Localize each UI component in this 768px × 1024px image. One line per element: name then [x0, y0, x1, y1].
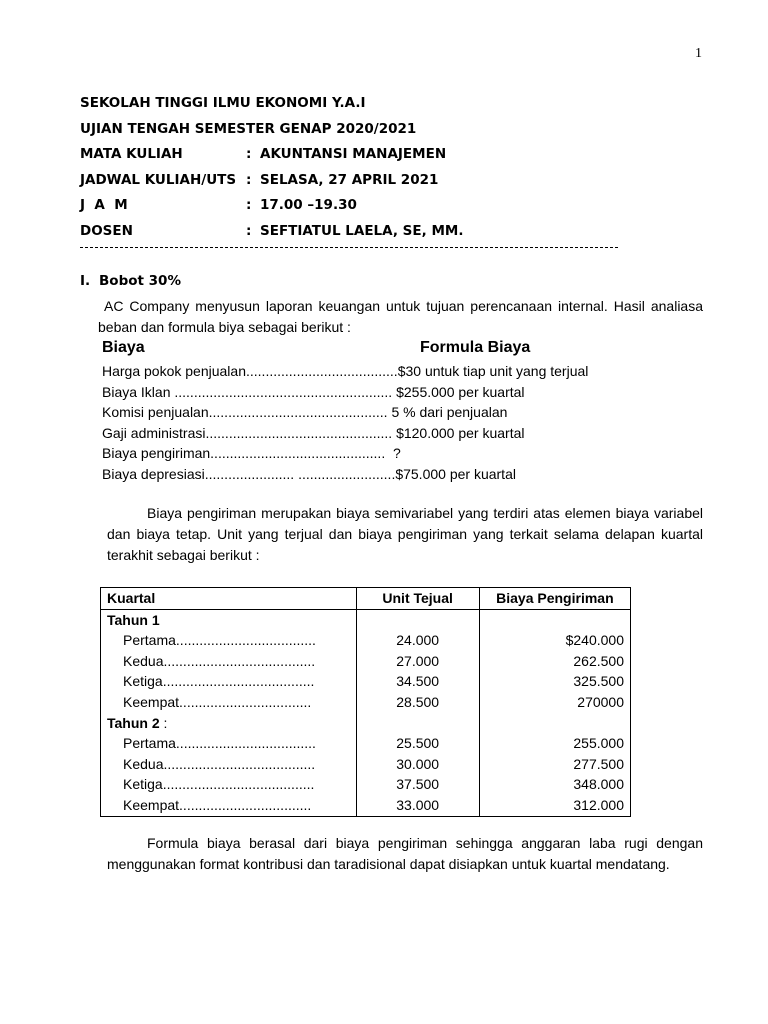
- leader-dots: .......................................: [162, 673, 315, 690]
- section-title: [80, 273, 181, 289]
- units-sold: 37.500: [356, 774, 479, 795]
- leader-dots: ..................................: [179, 693, 312, 710]
- units-sold: 30.000: [356, 754, 479, 775]
- shipping-cost: 348.000: [479, 774, 630, 795]
- closing-text: Formula biaya berasal dari biaya pengiriman sehingga anggaran laba rugi dengan menggunakan format kontribusi dan taradisional dapat disiapkan untuk kuartal mendatang.: [107, 835, 703, 872]
- cost-formula: ?: [393, 445, 401, 462]
- page-number: 1: [695, 46, 702, 61]
- table-row: [101, 692, 631, 713]
- cost-column-header: Biaya: [102, 339, 145, 356]
- header-field-lecturer: [80, 219, 463, 245]
- formula-column-header: Formula Biaya: [420, 339, 531, 356]
- cost-name: Biaya Iklan: [102, 383, 175, 400]
- field-label: JADWAL KULIAH/UTS: [80, 171, 237, 188]
- cost-row: [102, 361, 702, 382]
- year-label: [101, 713, 357, 734]
- header-field-time: [80, 193, 463, 219]
- leader-dots: ....................................: [175, 632, 316, 649]
- quarter-name: Kedua: [123, 652, 164, 669]
- year-row: [101, 713, 631, 734]
- cost-formula: $30 untuk tiap unit yang terjual: [397, 363, 589, 379]
- shipping-cost: 325.500: [479, 671, 630, 692]
- shipping-cost: 312.000: [479, 795, 630, 816]
- header-field-schedule: [80, 168, 463, 194]
- units-sold: 27.000: [356, 651, 479, 672]
- exam-header: [80, 91, 463, 244]
- quarter-name: Keempat: [123, 693, 180, 710]
- table-row: [101, 774, 631, 795]
- field-label: J A M: [80, 197, 128, 213]
- leader-dots: .......................................: [246, 363, 398, 379]
- leader-dots: ..................................: [179, 796, 312, 813]
- shipping-cost: 262.500: [479, 651, 630, 672]
- quarter-name: Keempat: [123, 796, 180, 813]
- quarter-name: Pertama: [123, 735, 176, 752]
- year-label-text: Tahun 2: [107, 714, 160, 731]
- cost-formula-header: [102, 337, 702, 361]
- section-weight: Bobot 30%: [99, 273, 181, 289]
- cost-formula: 5 % dari penjualan: [391, 404, 508, 421]
- leader-dots: ....................................: [175, 735, 316, 752]
- header-divider: [80, 247, 618, 248]
- shipping-cost: 277.500: [479, 754, 630, 775]
- field-colon: :: [246, 146, 252, 162]
- cost-name: Gaji administrasi: [102, 424, 206, 441]
- section-number: I.: [80, 273, 91, 289]
- leader-dots: .......................................: [163, 652, 316, 669]
- units-sold: 28.500: [356, 692, 479, 713]
- field-colon: :: [246, 197, 252, 213]
- header-field-course: [80, 142, 463, 168]
- table-row: [101, 630, 631, 651]
- quarter-name: Pertama: [123, 632, 176, 649]
- field-label: DOSEN: [80, 222, 133, 239]
- year-label-text: Tahun 1: [107, 611, 160, 628]
- field-label: MATA KULIAH: [80, 146, 183, 162]
- leader-dots: .......................................: [163, 755, 316, 772]
- shipping-paragraph: [107, 503, 703, 566]
- cost-formula: $75.000 per kuartal: [395, 465, 516, 482]
- cost-formula: $120.000 per kuartal: [396, 424, 525, 441]
- year-label-suffix: :: [159, 714, 168, 731]
- closing-paragraph: [107, 833, 703, 875]
- cost-row: [102, 443, 702, 464]
- field-colon: :: [246, 222, 252, 239]
- quarter-name: Ketiga: [123, 673, 163, 690]
- exam-title: UJIAN TENGAH SEMESTER GENAP 2020/2021: [80, 120, 417, 137]
- institution-name: SEKOLAH TINGGI ILMU EKONOMI Y.A.I: [80, 95, 366, 111]
- shipping-cost-table: [100, 587, 631, 817]
- cost-name: Biaya depresiasi: [102, 465, 205, 482]
- leader-dots: ....................... .........................: [204, 465, 396, 482]
- table-row: [101, 795, 631, 816]
- leader-dots: .............................................: [210, 445, 393, 462]
- table-row: [101, 671, 631, 692]
- table-header-row: [101, 588, 631, 610]
- field-value: 17.00 –19.30: [260, 197, 357, 213]
- leader-dots: .......................................: [162, 776, 315, 793]
- cost-name: Harga pokok penjualan: [102, 363, 246, 379]
- intro-text: AC Company menyusun laporan keuangan untuk tujuan perencanaan internal. Hasil analiasa beban dan formula biya sebagai berikut :: [98, 298, 703, 335]
- cost-name: Biaya pengiriman: [102, 445, 211, 462]
- cost-row: [102, 423, 702, 444]
- year-row: [101, 609, 631, 630]
- field-value: AKUNTANSI MANAJEMEN: [260, 146, 447, 162]
- cost-row: [102, 382, 702, 403]
- column-header-shipping-cost: Biaya Pengiriman: [479, 588, 630, 610]
- table-row: [101, 733, 631, 754]
- table-row: [101, 754, 631, 775]
- intro-paragraph: [98, 296, 703, 338]
- year-label: [101, 609, 357, 630]
- field-value: SELASA, 27 APRIL 2021: [260, 171, 439, 188]
- units-sold: 24.000: [356, 630, 479, 651]
- units-sold: 34.500: [356, 671, 479, 692]
- cost-formula-list: [102, 337, 702, 485]
- leader-dots: ................................................: [205, 424, 397, 441]
- table-row: [101, 651, 631, 672]
- leader-dots: ........................................................: [174, 383, 397, 400]
- cost-row: [102, 464, 702, 485]
- cost-name: Komisi penjualan: [102, 404, 209, 421]
- leader-dots: ..............................................: [208, 404, 392, 421]
- field-value: SEFTIATUL LAELA, SE, MM.: [260, 222, 464, 239]
- shipping-text: Biaya pengiriman merupakan biaya semivariabel yang terdiri atas elemen biaya variabel dan biaya tetap. Unit yang terjual dan biaya pengiriman yang terkait selama delapan kuartal terakhit sebagai berikut :: [107, 505, 703, 563]
- field-colon: :: [246, 171, 252, 188]
- units-sold: 33.000: [356, 795, 479, 816]
- column-header-quarter: Kuartal: [101, 588, 357, 610]
- shipping-cost: 270000: [479, 692, 630, 713]
- units-sold: 25.500: [356, 733, 479, 754]
- shipping-cost: $240.000: [479, 630, 630, 651]
- cost-row: [102, 402, 702, 423]
- shipping-cost: 255.000: [479, 733, 630, 754]
- cost-formula: $255.000 per kuartal: [396, 383, 525, 400]
- column-header-units: Unit Tejual: [356, 588, 479, 610]
- quarter-name: Kedua: [123, 755, 164, 772]
- quarter-name: Ketiga: [123, 776, 163, 793]
